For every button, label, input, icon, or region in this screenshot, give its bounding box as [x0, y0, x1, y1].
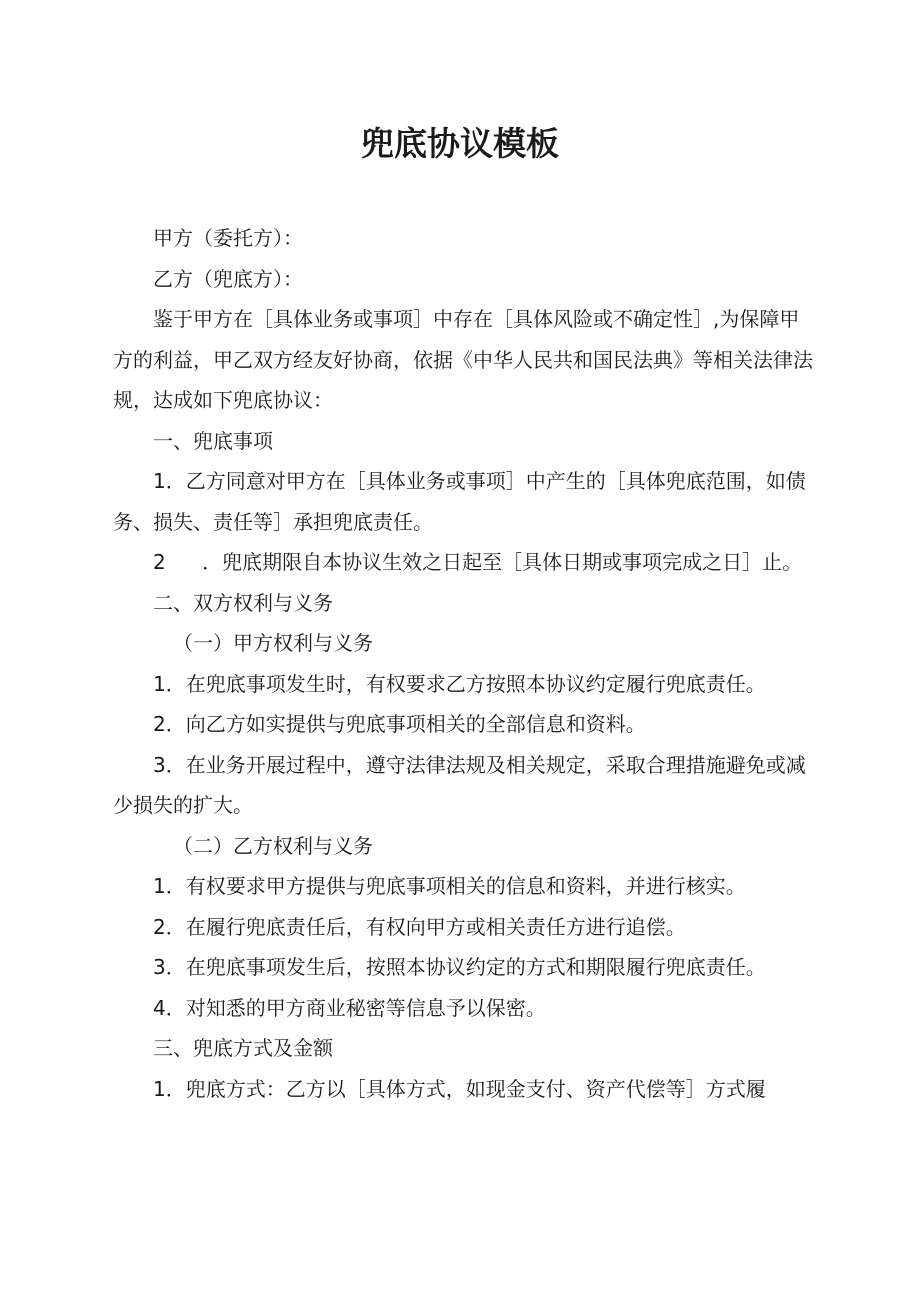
clause-paragraph: 3．在业务开展过程中，遵守法律法规及相关规定，采取合理措施避免或减少损失的扩大。 — [113, 752, 806, 817]
clause-paragraph: 1．有权要求甲方提供与兜底事项相关的信息和资料，并进行核实。 — [153, 874, 746, 898]
subsection-heading: （二）乙方权利与义务 — [173, 833, 373, 858]
party-a-line: 甲方（委托方）： — [153, 226, 303, 250]
document-title: 兜底协议模板 — [361, 124, 559, 163]
clause-paragraph: 1．乙方同意对甲方在［具体业务或事项］中产生的［具体兜底范围，如债务、损失、责任等］承担兜底责任。 — [113, 469, 806, 534]
subsection-heading: （一）甲方权利与义务 — [173, 631, 373, 655]
document-body — [113, 218, 813, 1109]
section-heading: 三、兜底方式及金额 — [153, 1036, 333, 1060]
preamble-paragraph: 鉴于甲方在［具体业务或事项］中存在［具体风险或不确定性］,为保障甲方的利益，甲乙双方经友好协商，依据《中华人民共和国民法典》等相关法律法规，达成如下兜底协议： — [113, 307, 813, 412]
clause-paragraph: 2．向乙方如实提供与兜底事项相关的全部信息和资料。 — [153, 712, 646, 736]
section-heading: 一、兜底事项 — [153, 428, 273, 453]
section-heading: 二、双方权利与义务 — [153, 590, 333, 615]
clause-paragraph: 1．兜底方式：乙方以［具体方式，如现金支付、资产代偿等］方式履 — [153, 1076, 766, 1101]
clause-paragraph: 2 ．兜底期限自本协议生效之日起至［具体日期或事项完成之日］止。 — [153, 550, 803, 574]
clause-paragraph: 3．在兜底事项发生后，按照本协议约定的方式和期限履行兜底责任。 — [153, 955, 766, 979]
clause-paragraph: 1．在兜底事项发生时，有权要求乙方按照本协议约定履行兜底责任。 — [153, 671, 766, 696]
clause-paragraph: 2．在履行兜底责任后，有权向甲方或相关责任方进行追偿。 — [153, 914, 686, 939]
clause-paragraph: 4．对知悉的甲方商业秘密等信息予以保密。 — [153, 995, 546, 1020]
party-b-line: 乙方（兜底方）： — [153, 266, 303, 291]
